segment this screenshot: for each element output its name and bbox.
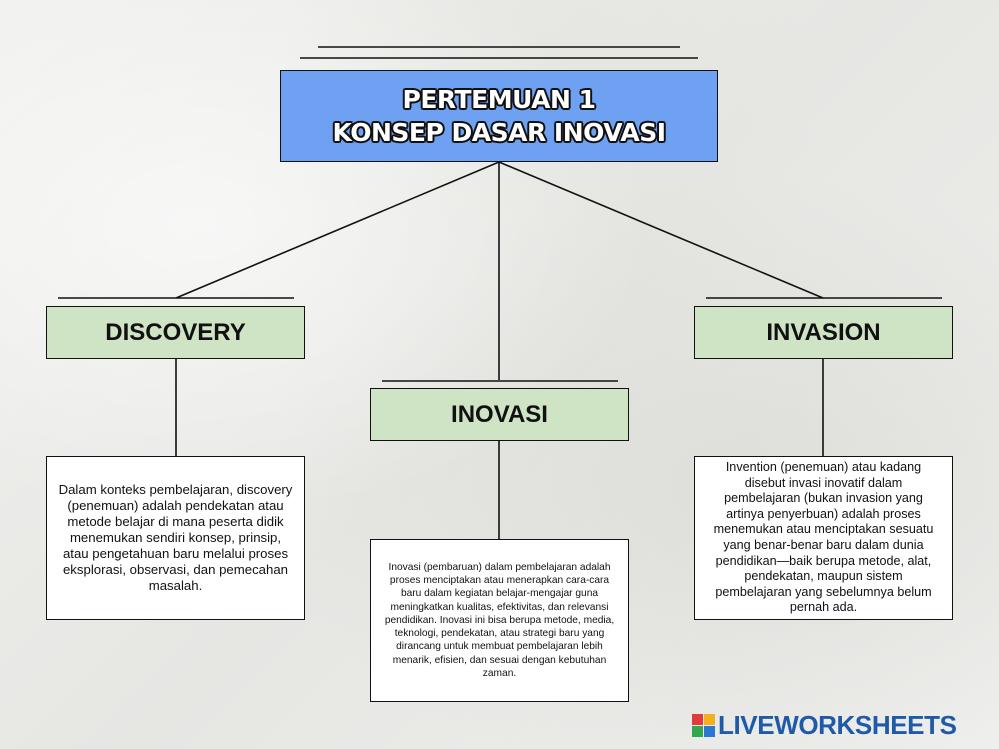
logo-mark-tile-2: [704, 714, 715, 725]
liveworksheets-mark-icon: [692, 714, 715, 737]
concept-invasion-label: INVASION: [766, 318, 881, 346]
title-line-1: PERTEMUAN 1: [402, 85, 596, 114]
title-line-2: KONSEP DASAR INOVASI: [332, 118, 666, 147]
description-invasion-text: Invention (penemuan) atau kadang disebut invasi inovatif dalam pembelajaran (bukan invasion yang artinya penyerbuan) adalah proses menemukan atau menciptakan sesuatu yang benar-benar baru dalam dunia pendidikan—baik berupa metode, alat, pendekatan, maupun sistem pembelajaran yang sebelumnya belum pernah ada.: [713, 460, 934, 615]
liveworksheets-wordmark: LIVEWORKSHEETS: [718, 709, 957, 740]
concept-invasion: [694, 306, 953, 359]
concept-inovasi: [370, 388, 629, 441]
logo-mark-tile-1: [692, 714, 703, 725]
description-discovery-text: Dalam konteks pembelajaran, discovery (penemuan) adalah pendekatan atau metode belajar di mana peserta didik menemukan sendiri konsep, prinsip, atau pengetahuan baru melalui proses eksplorasi, observasi, dan pemecahan masalah.: [58, 482, 293, 593]
liveworksheets-logo: [692, 710, 957, 740]
description-invasion: [694, 456, 953, 620]
concept-discovery: [46, 306, 305, 359]
concept-inovasi-label: INOVASI: [451, 400, 548, 428]
logo-mark-tile-3: [692, 726, 703, 737]
description-inovasi-text: Inovasi (pembaruan) dalam pembelajaran adalah proses menciptakan atau menerapkan cara-cara baru dalam kegiatan belajar-mengajar guna meningkatkan kualitas, efektivitas, dan relevansi pendidikan. Inovasi ini bisa berupa metode, media, teknologi, pendekatan, atau strategi baru yang dirancang untuk membuat pembelajaran lebih menarik, efisien, dan sesuai dengan kebutuhan zaman.: [384, 561, 615, 680]
description-discovery: [46, 456, 305, 620]
connector-title-to-invasion: [499, 162, 823, 298]
connector-title-to-discovery: [176, 162, 499, 298]
title-box: [280, 70, 718, 162]
description-inovasi: [370, 539, 629, 702]
logo-mark-tile-4: [704, 726, 715, 737]
concept-discovery-label: DISCOVERY: [105, 318, 246, 346]
